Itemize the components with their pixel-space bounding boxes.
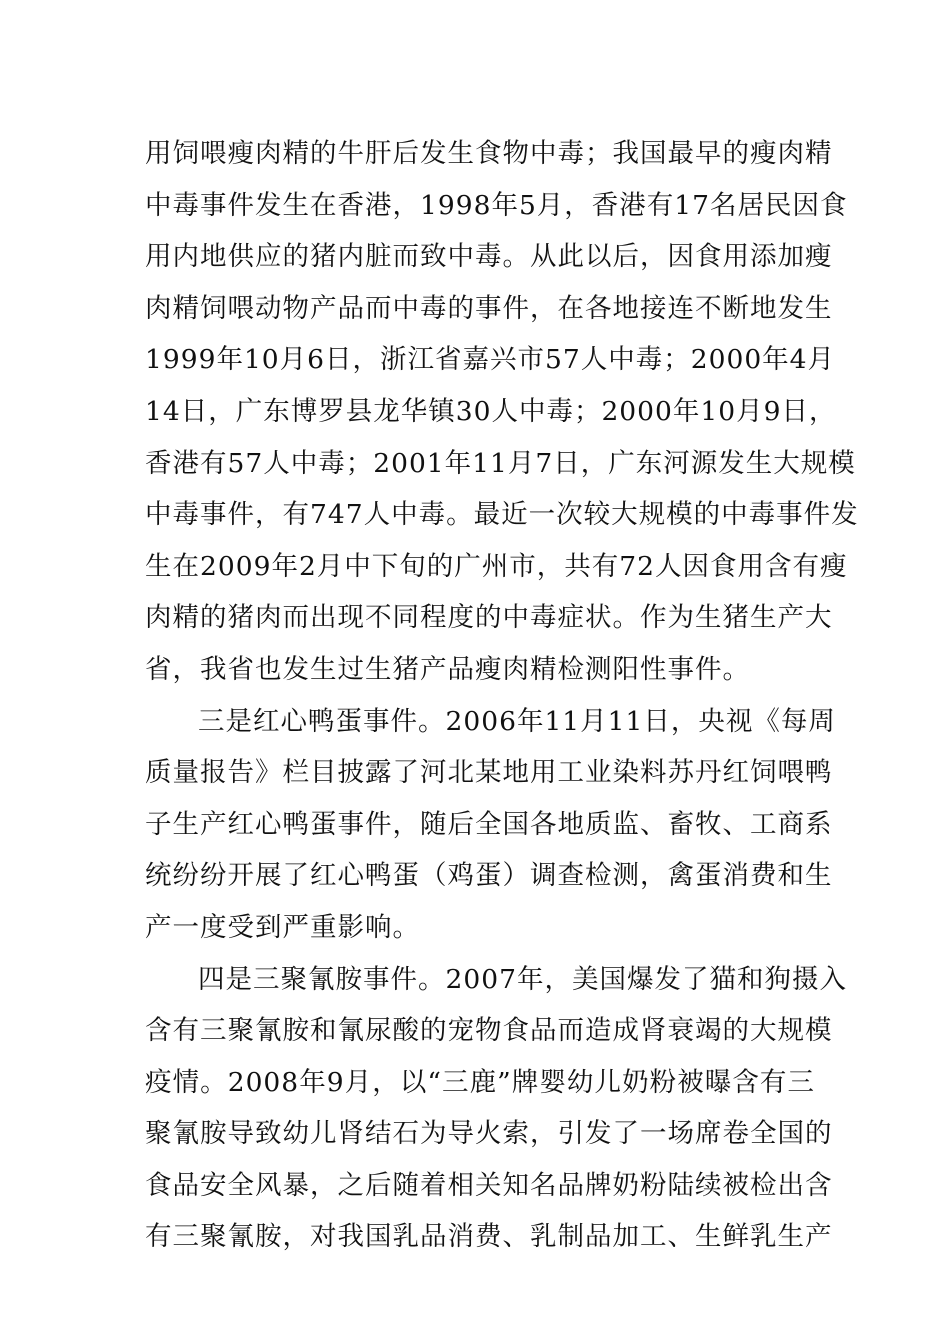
- text-line: 肉精的猪肉而出现不同程度的中毒症状。作为生猪生产大: [145, 602, 833, 634]
- text-line: 有三聚氰胺，对我国乳品消费、乳制品加工、生鲜乳生产: [145, 1221, 833, 1253]
- text-line: 1999年10月6日，浙江省嘉兴市57人中毒；2000年4月: [145, 344, 836, 376]
- text-line: 聚氰胺导致幼儿肾结石为导火索，引发了一场席卷全国的: [145, 1118, 833, 1150]
- text-line: 产一度受到严重影响。: [145, 911, 420, 943]
- text-line: 14日，广东博罗县龙华镇30人中毒；2000年10月9日，: [145, 395, 837, 427]
- text-line: 含有三聚氰胺和氰尿酸的宠物食品而造成肾衰竭的大规模: [145, 1015, 833, 1047]
- text-line: 省，我省也发生过生猪产品瘦肉精检测阳性事件。: [145, 653, 750, 685]
- text-line: 质量报告》栏目披露了河北某地用工业染料苏丹红饲喂鸭: [145, 757, 833, 789]
- text-line: 三是红心鸭蛋事件。2006年11月11日，央视《每周: [198, 705, 836, 737]
- text-line: 疫情。2008年9月，以“三鹿”牌婴幼儿奶粉被曝含有三: [145, 1066, 815, 1098]
- text-line: 肉精饲喂动物产品而中毒的事件，在各地接连不断地发生: [145, 292, 833, 324]
- text-line: 用内地供应的猪内脏而致中毒。从此以后，因食用添加瘦: [145, 241, 833, 273]
- body-text: [145, 128, 859, 1263]
- text-line: 用饲喂瘦肉精的牛肝后发生食物中毒；我国最早的瘦肉精: [145, 138, 833, 169]
- text-line: 生在2009年2月中下旬的广州市，共有72人因食用含有瘦: [145, 550, 848, 582]
- text-line: 统纷纷开展了红心鸭蛋（鸡蛋）调查检测，禽蛋消费和生: [145, 860, 833, 892]
- text-line: 香港有57人中毒；2001年11月7日，广东河源发生大规模: [145, 447, 856, 479]
- text-line: 子生产红心鸭蛋事件，随后全国各地质监、畜牧、工商系: [145, 808, 833, 840]
- text-line: 食品安全风暴，之后随着相关知名品牌奶粉陆续被检出含: [145, 1169, 833, 1201]
- text-line: 中毒事件发生在香港，1998年5月，香港有17名居民因食: [145, 189, 848, 221]
- text-line: 四是三聚氰胺事件。2007年，美国爆发了猫和狗摄入: [198, 963, 847, 995]
- text-line: 中毒事件，有747人中毒。最近一次较大规模的中毒事件发: [145, 499, 859, 531]
